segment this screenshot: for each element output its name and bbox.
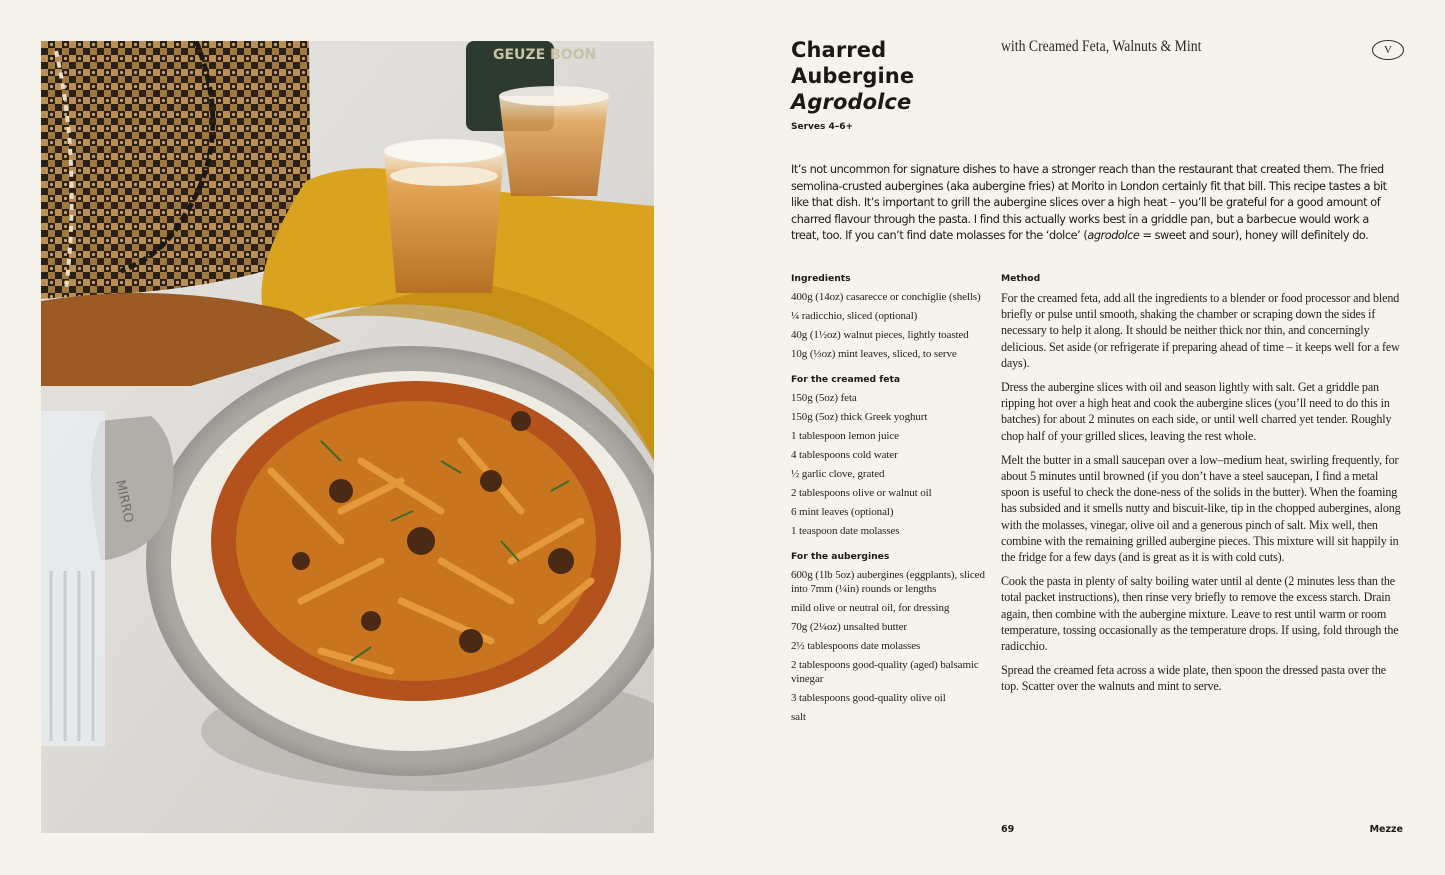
serves-label: Serves 4–6+	[791, 122, 854, 132]
ingredient-item: 1 teaspoon date molasses	[791, 525, 900, 537]
method-step: Spread the creamed feta across a wide plate, then spoon the dressed pasta over the top. Scatter over the walnuts and mint to serve.	[1001, 663, 1386, 694]
method-step: Melt the butter in a small saucepan over a low–medium heat, swirling frequently, for about 5 minutes until browned (if you don’t have a steel saucepan, I find a metal spoon is useful to check the done-ness of the solids in the butter). When the foaming has subsided and it smells nutty and biscuit-like, tip in the chopped aubergines, along with the molasses, vinegar, olive oil and a generous pinch of salt. Mix well, then combine with the remaining grilled aubergine pieces. This mixture will sit happily in the fridge for a few days (and is great as it is with cold cuts).	[1001, 452, 1401, 565]
ingredient-item: mild olive or neutral oil, for dressing	[791, 602, 950, 614]
page-number: 69	[1001, 824, 1015, 835]
ingredients-main-list	[791, 290, 986, 361]
recipe-title-line-2: Aubergine	[791, 64, 915, 88]
ingredient-item: 2 tablespoons good-quality (aged) balsamic vinegar	[791, 659, 979, 685]
method-heading: Method	[1001, 273, 1041, 284]
chapter-mark: V	[1372, 40, 1404, 60]
ingredient-item: 150g (5oz) thick Greek yoghurt	[791, 411, 928, 423]
ingredient-item: 150g (5oz) feta	[791, 392, 857, 404]
ingredient-item: 2 tablespoons olive or walnut oil	[791, 487, 932, 499]
ingredient-item: salt	[791, 711, 806, 723]
recipe-intro	[791, 162, 1397, 245]
recipe-title-line-1: Charred	[791, 38, 887, 62]
ingredient-item: 2½ tablespoons date molasses	[791, 640, 921, 652]
ingredient-item: 70g (2¼oz) unsalted butter	[791, 621, 907, 633]
dish-stamp-text: MIRRO	[112, 478, 136, 525]
ingredient-item: ½ garlic clove, grated	[791, 468, 885, 480]
creamed-feta-list	[791, 391, 986, 538]
ingredient-item: ¼ radicchio, sliced (optional)	[791, 310, 918, 322]
intro-agrodolce: agrodolce	[1087, 229, 1140, 242]
method-step: Cook the pasta in plenty of salty boiling water until al dente (2 minutes less than the total packet instructions), then rinse very briefly to remove the excess starch. Drain again, then combine with the aubergine mixture. Leave to rest until warm or room temperature, tossing occasionally as the temperature drops. If using, fold through the radicchio.	[1001, 574, 1399, 654]
recipe-title	[791, 37, 914, 115]
method-step: For the creamed feta, add all the ingredients to a blender or food processor and blend briefly or pulse until smooth, shaking the chamber or scraping down the sides if necessary to help it along. It should be neither thick nor thin, and concerningly delicious. Set aside (or refrigerate if preparing ahead of time – it keeps well for a few days).	[1001, 291, 1400, 370]
creamed-feta-heading: For the creamed feta	[791, 374, 901, 385]
ingredients-heading: Ingredients	[791, 273, 851, 284]
recipe-photo-illustration	[41, 41, 654, 833]
bottle-label-text: GEUZE BOON	[493, 47, 597, 63]
ingredient-item: 600g (1lb 5oz) aubergines (eggplants), sliced into 7mm (¼in) rounds or lengths	[791, 569, 985, 595]
ingredient-item: 40g (1½oz) walnut pieces, lightly toasted	[791, 329, 969, 341]
recipe-photo	[41, 41, 654, 833]
ingredient-item: 4 tablespoons cold water	[791, 449, 898, 461]
ingredient-item: 6 mint leaves (optional)	[791, 506, 894, 518]
aubergines-heading: For the aubergines	[791, 551, 890, 562]
ingredient-item: 1 tablespoon lemon juice	[791, 430, 899, 442]
ingredient-item: 10g (⅓oz) mint leaves, sliced, to serve	[791, 348, 957, 360]
method-step: Dress the aubergine slices with oil and season lightly with salt. Get a griddle pan ripping hot over a high heat and cook the aubergine slices (you’ll need to do this in batches) for about 2 minutes on each side, or until well charred yet tender. Roughly chop half of your grilled slices, leaving the rest whole.	[1001, 380, 1392, 443]
recipe-title-line-3: Agrodolce	[791, 90, 912, 114]
ingredient-item: 400g (14oz) casarecce or conchiglie (shells)	[791, 291, 981, 303]
aubergines-list	[791, 568, 986, 724]
intro-part-1: It’s not uncommon for signature dishes to have a stronger reach than the restaurant that created them. The fried semolina-crusted aubergines (aka aubergine fries) at Morito in London certainly fit that bill. This recipe tastes a bit like that dish. It’s important to grill the aubergine slices over a high heat – you’ll be grateful for a good amount of charred flavour through the pasta. I find this actually works best in a griddle pan, but a barbecue would work a treat, too. If you can’t find date molasses for the ‘dolce’ (	[791, 163, 1387, 242]
intro-part-2: = sweet and sour), honey will definitely do.	[1139, 229, 1369, 242]
section-name: Mezze	[1369, 824, 1403, 835]
method-column	[1001, 273, 1404, 703]
ingredient-item: 3 tablespoons good-quality olive oil	[791, 692, 946, 704]
ingredients-column	[791, 273, 986, 729]
recipe-subtitle: with Creamed Feta, Walnuts & Mint	[1001, 38, 1202, 55]
